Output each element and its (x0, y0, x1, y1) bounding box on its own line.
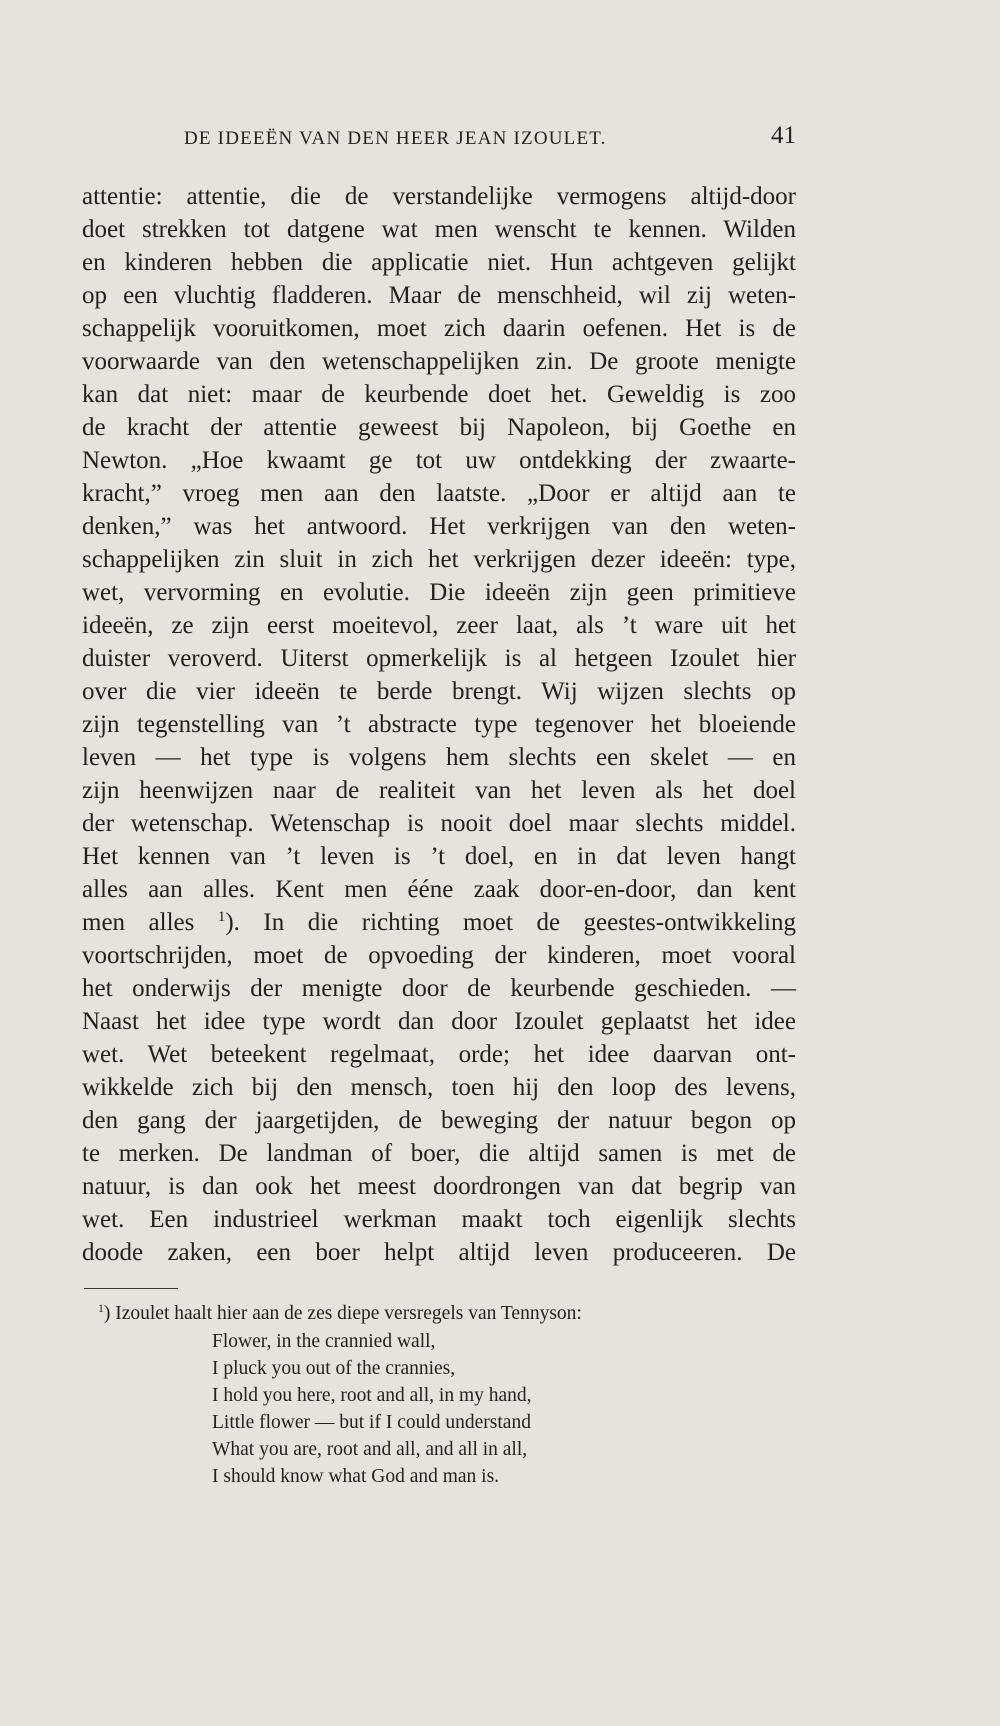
body-text (82, 180, 796, 1269)
body-line-end: In die richting moet de geestes-ontwikkeling (239, 909, 797, 936)
footnote-divider (84, 1288, 178, 1289)
footnote-marker-close: ) (103, 1303, 111, 1324)
body-line: ideeën, ze zijn eerst moeitevol, zeer laat, als ’t ware uit het (82, 612, 796, 639)
page-number: 41 (771, 122, 796, 149)
body-line: de kracht der attentie geweest bij Napoleon, bij Goethe en (82, 414, 796, 441)
body-line: op een vluchtig fladderen. Maar de menschheid, wil zij weten- (82, 282, 796, 309)
body-line: duister veroverd. Uiterst opmerkelijk is al hetgeen Izoulet hier (82, 645, 796, 672)
body-line: voorwaarde van den wetenschappelijken zin. De groote menigte (82, 348, 796, 375)
body-line: alles aan alles. Kent men ééne zaak door-en-door, dan kent (82, 876, 796, 903)
verse-line: Little flower — but if I could understand (212, 1412, 531, 1433)
body-line: schappelijk vooruitkomen, moet zich daarin oefenen. Het is de (82, 315, 796, 342)
running-title: DE IDEEËN VAN DEN HEER JEAN IZOULET. (184, 128, 607, 149)
footnote-intro (84, 1300, 804, 1328)
footnote-marker: 1 (98, 1301, 104, 1315)
body-line: wet. Een industrieel werkman maakt toch eigenlijk slechts (82, 1206, 796, 1233)
footnote-intro-text: Izoulet haalt hier aan de zes diepe versregels van Tennyson: (110, 1303, 582, 1324)
body-line: Het kennen van ’t leven is ’t doel, en in dat leven hangt (82, 843, 796, 870)
footnote-reference: 1 (217, 909, 226, 925)
body-line: schappelijken zin sluit in zich het verkrijgen dezer ideeën: type, (82, 546, 796, 573)
body-line: Newton. „Hoe kwaamt ge tot uw ontdekking der zwaarte- (82, 447, 796, 474)
body-line: Naast het idee type wordt dan door Izoulet geplaatst het idee (82, 1008, 796, 1035)
body-line: attentie: attentie, die de verstandelijke vermogens altijd-door (82, 183, 796, 210)
body-line: natuur, is dan ook het meest doordrongen van dat begrip van (82, 1173, 796, 1200)
body-line: doode zaken, een boer helpt altijd leven produceeren. De (82, 1239, 796, 1266)
verse-line: What you are, root and all, and all in all, (212, 1439, 528, 1460)
body-line: voortschrijden, moet de opvoeding der kinderen, moet vooral (82, 942, 796, 969)
body-line-with-note-ref (82, 906, 796, 939)
body-line: der wetenschap. Wetenschap is nooit doel maar slechts middel. (82, 810, 796, 837)
footnote (84, 1300, 804, 1490)
body-line: het onderwijs der menigte door de keurbende geschieden. — (82, 975, 796, 1002)
body-line: en kinderen hebben die applicatie niet. Hun achtgeven gelijkt (82, 249, 796, 276)
body-line: den gang der jaargetijden, de beweging der natuur begon op (82, 1107, 796, 1134)
body-line-start: men alles (82, 909, 195, 936)
body-line: zijn heenwijzen naar de realiteit van het leven als het doel (82, 777, 796, 804)
body-line: over die vier ideeën te berde brengt. Wij wijzen slechts op (82, 678, 796, 705)
running-head (82, 122, 796, 158)
verse-line: I pluck you out of the crannies, (212, 1358, 456, 1379)
verse-line: I hold you here, root and all, in my hand, (212, 1385, 532, 1406)
body-line: kan dat niet: maar de keurbende doet het. Geweldig is zoo (82, 381, 796, 408)
body-line: denken,” was het antwoord. Het verkrijgen van den weten- (82, 513, 796, 540)
body-line: kracht,” vroeg men aan den laatste. „Door er altijd aan te (82, 480, 796, 507)
body-line: wet, vervorming en evolutie. Die ideeën zijn geen primitieve (82, 579, 796, 606)
body-line: wikkelde zich bij den mensch, toen hij den loop des levens, (82, 1074, 796, 1101)
body-line: zijn tegenstelling van ’t abstracte type tegenover het bloeiende (82, 711, 796, 738)
body-line: wet. Wet beteekent regelmaat, orde; het idee daarvan ont- (82, 1041, 796, 1068)
verse-line: Flower, in the crannied wall, (212, 1331, 436, 1352)
footnote-reference-close: ). (225, 909, 240, 936)
body-line: doet strekken tot datgene wat men wenscht te kennen. Wilden (82, 216, 796, 243)
body-line: leven — het type is volgens hem slechts een skelet — en (82, 744, 796, 771)
body-line: te merken. De landman of boer, die altijd samen is met de (82, 1140, 796, 1167)
verse-line: I should know what God and man is. (212, 1466, 500, 1487)
